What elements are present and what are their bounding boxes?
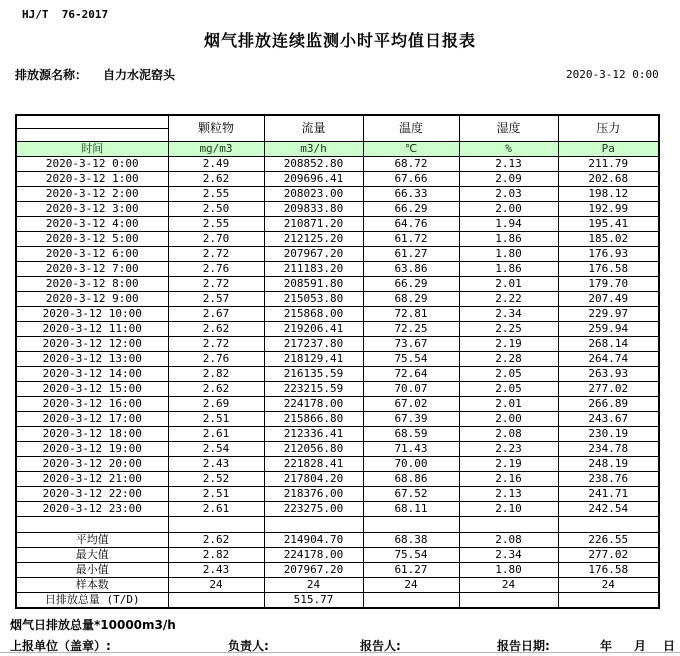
value-cell: 68.11 [363,501,459,516]
table-row [16,577,659,592]
value-cell: 215053.80 [264,291,363,306]
value-cell [459,592,558,608]
time-cell: 2020-3-12 20:00 [16,456,168,471]
table-row [16,532,659,547]
value-cell: 212056.80 [264,441,363,456]
value-cell: 24 [168,577,264,592]
time-cell: 2020-3-12 14:00 [16,366,168,381]
value-cell: 2.76 [168,261,264,276]
time-cell: 2020-3-12 7:00 [16,261,168,276]
value-cell: 2.61 [168,426,264,441]
time-cell: 2020-3-12 6:00 [16,246,168,261]
value-cell: 198.12 [558,186,659,201]
value-cell: 241.71 [558,486,659,501]
table-row [16,441,659,456]
time-cell: 2020-3-12 4:00 [16,216,168,231]
value-cell: 208852.80 [264,156,363,171]
value-cell: 2.13 [459,486,558,501]
value-cell: 2.19 [459,456,558,471]
value-cell: 218376.00 [264,486,363,501]
time-cell: 2020-3-12 3:00 [16,201,168,216]
value-cell: 72.64 [363,366,459,381]
value-cell: 2.34 [459,547,558,562]
page-cut-line [0,652,680,653]
report-time: 2020-3-12 0:00 [566,68,659,81]
value-cell: 242.54 [558,501,659,516]
report-date-label: 报告日期: [497,639,550,653]
table-row [16,456,659,471]
time-cell: 2020-3-12 8:00 [16,276,168,291]
value-cell: 75.54 [363,351,459,366]
value-cell: 2.82 [168,366,264,381]
value-cell: 1.94 [459,216,558,231]
time-cell: 2020-3-12 5:00 [16,231,168,246]
value-cell: 2.34 [459,306,558,321]
value-cell: 2.61 [168,501,264,516]
value-cell: 215868.00 [264,306,363,321]
month-label: 月 [634,639,647,653]
value-cell: 63.86 [363,261,459,276]
table-row [16,336,659,351]
value-cell: 2.13 [459,156,558,171]
responsible-label: 负责人: [228,639,269,653]
table-row [16,562,659,577]
value-cell: 210871.20 [264,216,363,231]
time-header-mid-cell [16,128,168,141]
value-cell: 24 [459,577,558,592]
reporter-label: 报告人: [360,639,401,653]
value-cell: 2.82 [168,547,264,562]
table-row [16,351,659,366]
col-header-pm: 颗粒物 [168,115,264,141]
value-cell: 70.07 [363,381,459,396]
value-cell: 2.54 [168,441,264,456]
unit-temp: ℃ [363,141,459,156]
value-cell: 224178.00 [264,396,363,411]
value-cell: 268.14 [558,336,659,351]
value-cell: 211.79 [558,156,659,171]
time-cell: 2020-3-12 15:00 [16,381,168,396]
value-cell: 230.19 [558,426,659,441]
value-cell: 2.00 [459,411,558,426]
value-cell: 224178.00 [264,547,363,562]
table-row [16,547,659,562]
summary-label: 日排放总量 (T/D) [16,592,168,608]
value-cell: 221828.41 [264,456,363,471]
value-cell: 214904.70 [264,532,363,547]
value-cell: 2.72 [168,336,264,351]
table-row [16,471,659,486]
value-cell: 515.77 [264,592,363,608]
time-cell: 2020-3-12 1:00 [16,171,168,186]
value-cell: 72.25 [363,321,459,336]
day-label: 日 [663,639,676,653]
value-cell: 68.86 [363,471,459,486]
table-row [16,216,659,231]
value-cell: 67.39 [363,411,459,426]
value-cell: 1.86 [459,231,558,246]
table-row [16,276,659,291]
year-label: 年 [600,639,613,653]
value-cell: 68.72 [363,156,459,171]
value-cell: 66.29 [363,201,459,216]
value-cell [363,592,459,608]
table-row [16,366,659,381]
value-cell: 2.28 [459,351,558,366]
value-cell: 2.05 [459,381,558,396]
value-cell: 2.62 [168,321,264,336]
value-cell: 1.80 [459,246,558,261]
value-cell: 66.33 [363,186,459,201]
value-cell [168,592,264,608]
value-cell: 208591.80 [264,276,363,291]
value-cell: 2.01 [459,396,558,411]
data-table [15,114,660,609]
value-cell: 2.62 [168,532,264,547]
value-cell: 2.05 [459,366,558,381]
value-cell: 71.43 [363,441,459,456]
value-cell: 2.67 [168,306,264,321]
time-cell: 2020-3-12 16:00 [16,396,168,411]
table-row [16,381,659,396]
value-cell: 266.89 [558,396,659,411]
time-header: 时间 [16,141,168,156]
value-cell: 2.16 [459,471,558,486]
value-cell: 68.29 [363,291,459,306]
value-cell: 259.94 [558,321,659,336]
value-cell: 192.99 [558,201,659,216]
time-cell: 2020-3-12 10:00 [16,306,168,321]
value-cell: 217237.80 [264,336,363,351]
value-cell: 176.58 [558,562,659,577]
time-cell: 2020-3-12 12:00 [16,336,168,351]
table-row [16,486,659,501]
value-cell: 2.57 [168,291,264,306]
value-cell: 212125.20 [264,231,363,246]
value-cell: 2.69 [168,396,264,411]
value-cell: 24 [264,577,363,592]
value-cell: 211183.20 [264,261,363,276]
value-cell: 226.55 [558,532,659,547]
value-cell: 263.93 [558,366,659,381]
value-cell: 2.03 [459,186,558,201]
table-row [16,321,659,336]
source-name: 自力水泥窑头 [103,68,176,82]
value-cell: 264.74 [558,351,659,366]
table-row [16,426,659,441]
value-cell: 2.50 [168,201,264,216]
value-cell: 2.72 [168,246,264,261]
value-cell: 75.54 [363,547,459,562]
unit-pressure: Pa [558,141,659,156]
value-cell: 208023.00 [264,186,363,201]
value-cell: 66.29 [363,276,459,291]
table-row [16,411,659,426]
spacer-row [16,516,659,532]
source-label: 排放源名称： [15,68,88,82]
table-row [16,291,659,306]
value-cell: 219206.41 [264,321,363,336]
value-cell: 207967.20 [264,562,363,577]
summary-label: 平均值 [16,532,168,547]
table-row [16,246,659,261]
value-cell: 2.43 [168,562,264,577]
value-cell: 2.62 [168,381,264,396]
unit-flow: m3/h [264,141,363,156]
value-cell: 1.86 [459,261,558,276]
table-row [16,231,659,246]
table-row [16,156,659,171]
standard-code: HJ/T 76-2017 [22,8,109,21]
value-cell: 61.72 [363,231,459,246]
value-cell: 195.41 [558,216,659,231]
unit-humidity: % [459,141,558,156]
time-cell: 2020-3-12 22:00 [16,486,168,501]
page-title: 烟气排放连续监测小时平均值日报表 [203,31,476,50]
emission-total-note: 烟气日排放总量*10000m3/h [10,618,176,632]
value-cell: 209696.41 [264,171,363,186]
value-cell: 2.43 [168,456,264,471]
time-header-top-cell [16,115,168,128]
value-cell: 179.70 [558,276,659,291]
value-cell: 202.68 [558,171,659,186]
value-cell: 223275.00 [264,501,363,516]
time-cell: 2020-3-12 23:00 [16,501,168,516]
table-row [16,306,659,321]
value-cell: 70.00 [363,456,459,471]
summary-label: 最大值 [16,547,168,562]
value-cell: 2.55 [168,186,264,201]
value-cell: 212336.41 [264,426,363,441]
value-cell: 238.76 [558,471,659,486]
value-cell: 234.78 [558,441,659,456]
col-header-flow: 流量 [264,115,363,141]
value-cell: 2.51 [168,411,264,426]
summary-rows [16,516,659,608]
table-row [16,171,659,186]
table-row [16,186,659,201]
value-cell: 67.52 [363,486,459,501]
value-cell: 2.23 [459,441,558,456]
value-cell: 2.08 [459,426,558,441]
source-row [15,66,175,83]
time-cell: 2020-3-12 2:00 [16,186,168,201]
value-cell: 61.27 [363,562,459,577]
value-cell: 248.19 [558,456,659,471]
value-cell: 67.66 [363,171,459,186]
value-cell: 1.80 [459,562,558,577]
value-cell: 24 [558,577,659,592]
unit-row [16,141,659,156]
value-cell: 216135.59 [264,366,363,381]
value-cell: 2.19 [459,336,558,351]
time-cell: 2020-3-12 11:00 [16,321,168,336]
value-cell: 277.02 [558,547,659,562]
col-header-humidity: 湿度 [459,115,558,141]
value-cell: 2.25 [459,321,558,336]
data-rows [16,156,659,516]
value-cell: 2.76 [168,351,264,366]
table-row [16,201,659,216]
value-cell: 2.22 [459,291,558,306]
value-cell: 2.51 [168,486,264,501]
col-header-temp: 温度 [363,115,459,141]
header-row-top [16,115,659,128]
value-cell: 2.49 [168,156,264,171]
unit-pm: mg/m3 [168,141,264,156]
value-cell: 277.02 [558,381,659,396]
value-cell: 2.09 [459,171,558,186]
report-unit-label: 上报单位（盖章）: [10,639,111,653]
value-cell: 207.49 [558,291,659,306]
time-cell: 2020-3-12 19:00 [16,441,168,456]
value-cell: 2.55 [168,216,264,231]
table-row [16,261,659,276]
value-cell: 2.52 [168,471,264,486]
value-cell: 243.67 [558,411,659,426]
value-cell: 73.67 [363,336,459,351]
value-cell: 2.01 [459,276,558,291]
value-cell: 72.81 [363,306,459,321]
time-cell: 2020-3-12 13:00 [16,351,168,366]
value-cell: 2.00 [459,201,558,216]
time-cell: 2020-3-12 18:00 [16,426,168,441]
value-cell: 68.59 [363,426,459,441]
value-cell: 217804.20 [264,471,363,486]
value-cell: 185.02 [558,231,659,246]
col-header-pressure: 压力 [558,115,659,141]
value-cell: 223215.59 [264,381,363,396]
value-cell: 176.93 [558,246,659,261]
time-cell: 2020-3-12 9:00 [16,291,168,306]
value-cell: 2.62 [168,171,264,186]
value-cell [558,592,659,608]
table-row [16,501,659,516]
table-row [16,396,659,411]
time-cell: 2020-3-12 0:00 [16,156,168,171]
value-cell: 64.76 [363,216,459,231]
value-cell: 215866.80 [264,411,363,426]
time-cell: 2020-3-12 17:00 [16,411,168,426]
value-cell: 229.97 [558,306,659,321]
value-cell: 207967.20 [264,246,363,261]
value-cell: 2.70 [168,231,264,246]
summary-label: 最小值 [16,562,168,577]
value-cell: 24 [363,577,459,592]
value-cell: 61.27 [363,246,459,261]
value-cell: 68.38 [363,532,459,547]
table-row [16,592,659,608]
value-cell: 2.72 [168,276,264,291]
time-cell: 2020-3-12 21:00 [16,471,168,486]
value-cell: 218129.41 [264,351,363,366]
value-cell: 176.58 [558,261,659,276]
value-cell: 209833.80 [264,201,363,216]
value-cell: 67.02 [363,396,459,411]
value-cell: 2.08 [459,532,558,547]
value-cell: 2.10 [459,501,558,516]
summary-label: 样本数 [16,577,168,592]
